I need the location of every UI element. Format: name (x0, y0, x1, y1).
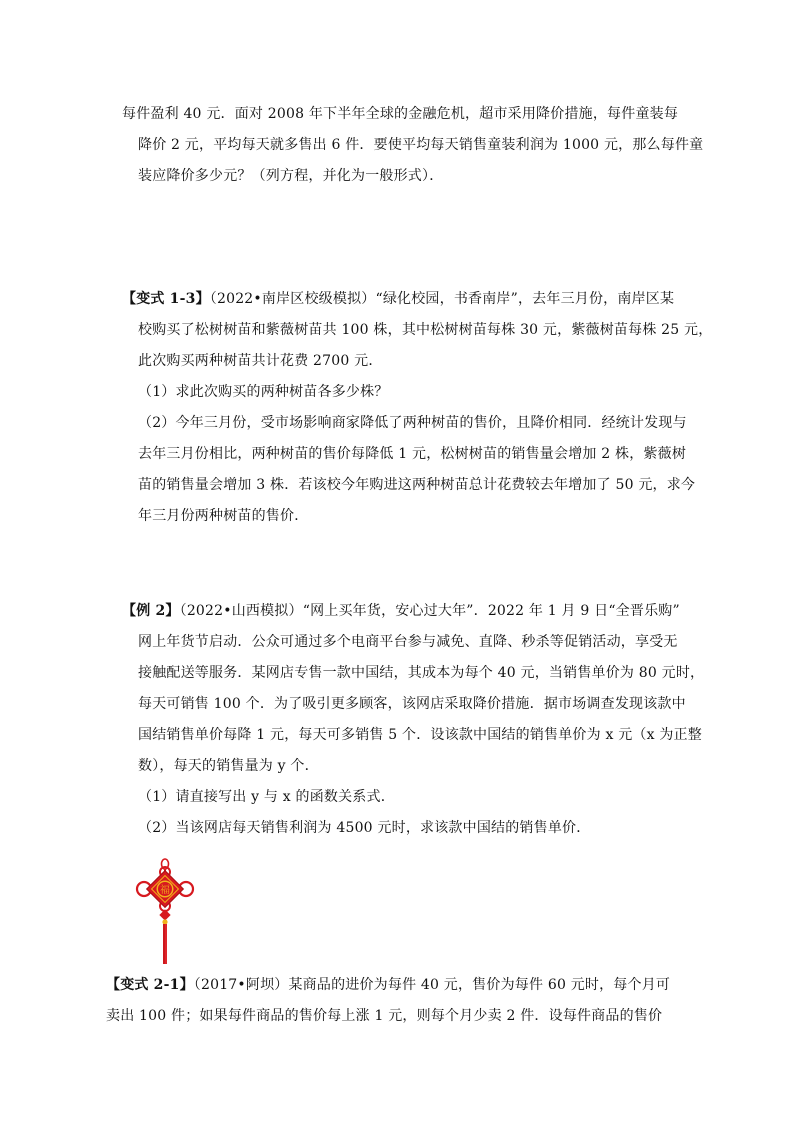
paragraph-line: 每天可销售 100 个．为了吸引更多顾客，该网店采取降价措施．据市场调查发现该款中 (138, 696, 686, 712)
paragraph-line: 年三月份两种树苗的售价． (138, 508, 309, 524)
paragraph-line: 此次购买两种树苗共计花费 2700 元． (138, 353, 383, 369)
paragraph-line: （2022•山西模拟）“网上买年货，安心过大年”．2022 年 1 月 9 日“全晋乐购” (179, 603, 680, 619)
paragraph-line: 卖出 100 件；如果每件商品的售价每上涨 1 元，则每个月少卖 2 件．设每件商品的售价 (106, 1008, 663, 1024)
sub-question: （2）今年三月份，受市场影响商家降低了两种树苗的售价，且降价相同．经统计发现与 (138, 415, 687, 431)
problem-heading (106, 975, 670, 995)
fu-glyph: 福 (160, 885, 170, 896)
sub-question: （1）求此次购买的两种树苗各多少株？ (138, 384, 389, 400)
paragraph-line: 接触配送等服务．某网店专售一款中国结，其成本为每个 40 元，当销售单价为 80 元时， (138, 665, 705, 681)
paragraph-line: 装应降价多少元？（列方程，并化为一般形式）． (138, 168, 444, 184)
paragraph-line: 数），每天的销售量为 y 个． (138, 758, 319, 774)
paragraph-line: 校购买了松树树苗和紫薇树苗共 100 株，其中松树树苗每株 30 元，紫薇树苗每株 25 元， (138, 322, 713, 338)
sub-question: （1）请直接写出 y 与 x 的函数关系式． (138, 789, 395, 805)
paragraph-line: 降价 2 元，平均每天就多售出 6 件．要使平均每天销售童装利润为 1000 元，那么每件童 (138, 137, 704, 153)
paragraph-line: 苗的销售量会增加 3 株．若该校今年购进这两种树苗总计花费较去年增加了 50 元，求今 (138, 477, 696, 493)
problem-label: 【变式 1-3】 (122, 291, 210, 307)
paragraph-line: 网上年货节启动．公众可通过多个电商平台参与减免、直降、秒杀等促销活动，享受无 (138, 634, 678, 650)
problem-heading (122, 601, 680, 621)
paragraph-line: （2022•南岸区校级模拟）“绿化校园，书香南岸”，去年三月份，南岸区某 (209, 291, 675, 307)
paragraph-line: （2017•阿坝）某商品的进价为每件 40 元，售价为每件 60 元时，每个月可 (193, 977, 671, 993)
paragraph-line: 去年三月份相比，两种树苗的售价每降低 1 元，松树树苗的销售量会增加 2 株，紫薇树 (138, 446, 687, 462)
paragraph-line: 国结销售单价每降 1 元，每天可多销售 5 个．设该款中国结的销售单价为 x 元（x 为正整 (138, 727, 702, 743)
chinese-knot-icon (132, 858, 198, 966)
sub-question: （2）当该网店每天销售利润为 4500 元时，求该款中国结的销售单价． (138, 820, 591, 836)
problem-label: 【例 2】 (122, 603, 180, 619)
problem-heading (122, 289, 674, 309)
paragraph-line: 每件盈利 40 元．面对 2008 年下半年全球的金融危机，超市采用降价措施，每件童装每 (122, 106, 679, 122)
problem-label: 【变式 2-1】 (106, 977, 194, 993)
